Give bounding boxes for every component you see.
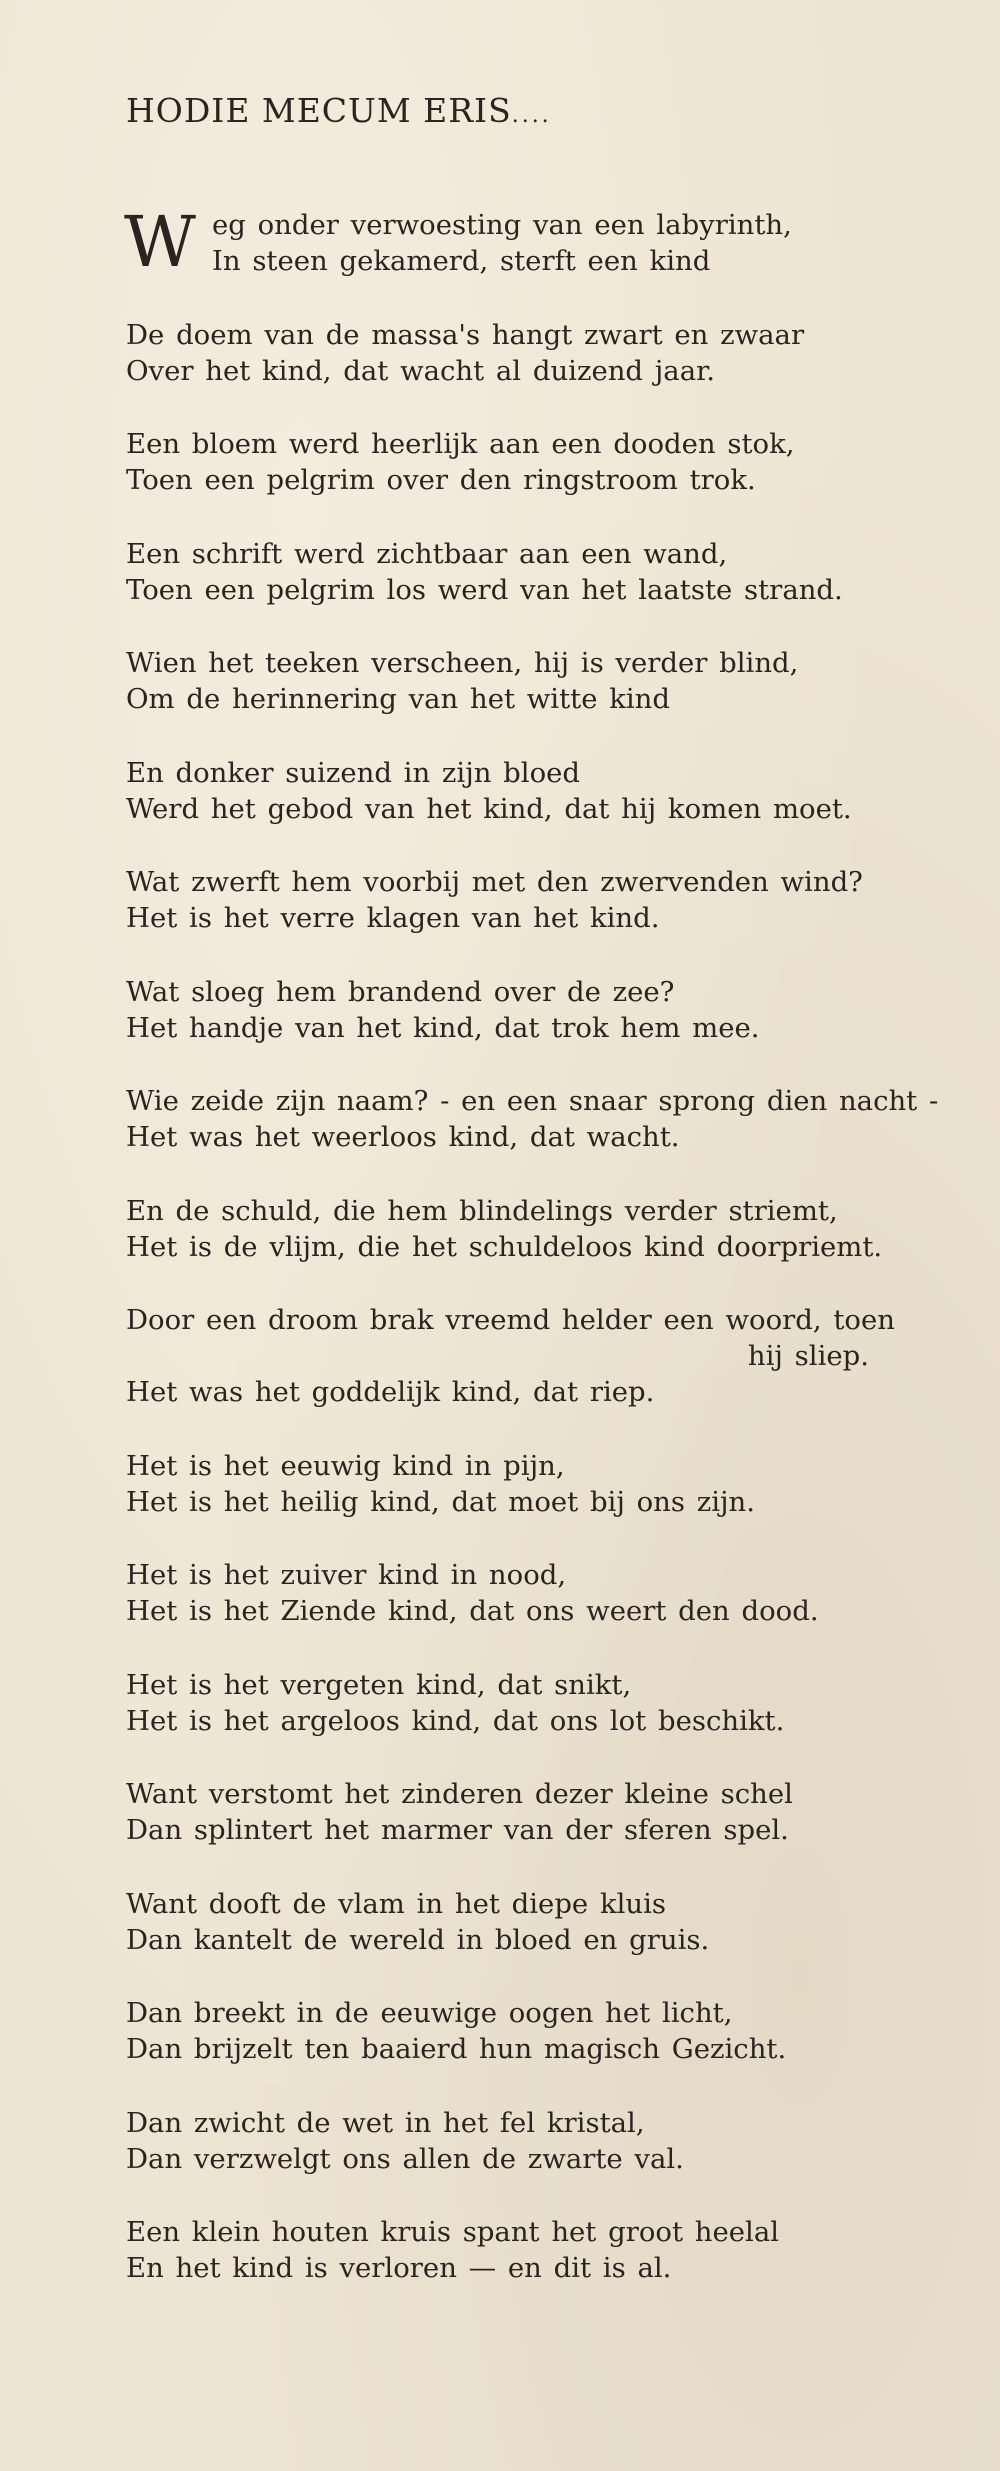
stanza: [126, 864, 886, 936]
poem-line: Dan kantelt de wereld in bloed en gruis.: [126, 1923, 710, 1956]
stanza: [126, 1448, 886, 1520]
poem-line: Dan verzwelgt ons allen de zwarte val.: [126, 2142, 684, 2175]
poem-line: Want dooft de vlam in het diepe kluis: [126, 1887, 667, 1920]
poem-line: Een bloem werd heerlijk aan een dooden stok,: [126, 428, 795, 460]
poem-line: Het is het argeloos kind, dat ons lot beschikt.: [126, 1704, 785, 1737]
stanza: [126, 426, 886, 498]
poem-line: Dan brijzelt ten baaierd hun magisch Gezicht.: [126, 2033, 787, 2065]
poem-title: [126, 86, 1000, 141]
stanza: [126, 1776, 886, 1848]
poem-line: Het is het verre klagen van het kind.: [126, 902, 660, 934]
poem-line: Wien het teeken verscheen, hij is verder blind,: [126, 647, 799, 679]
poem-line: In steen gekamerd, sterft een kind: [212, 245, 711, 277]
stanza: [126, 2105, 886, 2177]
poem-line: eg onder verwoesting van een labyrinth,: [212, 209, 792, 241]
poem-line: Werd het gebod van het kind, dat hij komen moet.: [126, 792, 852, 825]
poem-line: Toen een pelgrim los werd van het laatste strand.: [126, 573, 843, 606]
stanza: [126, 1302, 895, 1410]
poem-line: En het kind is verloren — en dit is al.: [126, 2252, 672, 2284]
poem-line: Wat sloeg hem brandend over de zee?: [126, 975, 675, 1008]
poem-line: Het is het heilig kind, dat moet bij ons zijn.: [126, 1485, 755, 1518]
poem-line: Dan breekt in de eeuwige oogen het licht,: [126, 1997, 733, 2029]
poem-line: Het was het goddelijk kind, dat riep.: [126, 1376, 655, 1408]
poem-line: Dan splintert het marmer van der sferen spel.: [126, 1814, 789, 1846]
poem-line: Het is het Ziende kind, dat ons weert den dood.: [126, 1595, 819, 1627]
poem-line: Over het kind, dat wacht al duizend jaar.: [126, 354, 715, 387]
stanza: [126, 1667, 886, 1739]
stanza: [126, 645, 886, 717]
poem-line: Het handje van het kind, dat trok hem mee.: [126, 1011, 760, 1044]
poem-line: Wie zeide zijn naam? - en een snaar sprong dien nacht -: [126, 1085, 939, 1117]
poem-line: De doem van de massa's hangt zwart en zwaar: [126, 318, 805, 351]
poem-line: Het was het weerloos kind, dat wacht.: [126, 1121, 680, 1153]
stanza: [126, 1886, 886, 1958]
poem-title-text: HODIE MECUM ERIS: [126, 91, 512, 130]
stanza: [126, 974, 886, 1046]
poem-line: Toen een pelgrim over den ringstroom trok.: [126, 464, 756, 496]
poem-line: En donker suizend in zijn bloed: [126, 756, 581, 789]
poem-line: En de schuld, die hem blindelings verder striemt,: [126, 1194, 838, 1227]
stanza: [126, 1083, 939, 1155]
poem-line: Door een droom brak vreemd helder een woord, toen: [126, 1304, 895, 1336]
stanza: [126, 1995, 886, 2067]
poem-line: Het is het zuiver kind in nood,: [126, 1559, 567, 1591]
poem-line: Dan zwicht de wet in het fel kristal,: [126, 2106, 645, 2139]
stanza: [126, 2214, 886, 2286]
stanza: [126, 317, 886, 389]
poem-line: Want verstomt het zinderen dezer kleine schel: [126, 1778, 793, 1810]
poem-line: Wat zwerft hem voorbij met den zwervenden wind?: [126, 866, 863, 898]
stanza: [126, 1557, 886, 1629]
poem-line: Een schrift werd zichtbaar aan een wand,: [126, 537, 728, 570]
stanza: [126, 1193, 886, 1265]
poem-line: Een klein houten kruis spant het groot heelal: [126, 2216, 780, 2248]
poem-line-continuation: hij sliep.: [747, 1340, 869, 1372]
poem-line: Het is het eeuwig kind in pijn,: [126, 1449, 565, 1482]
stanza: [126, 755, 886, 827]
stanza: [124, 201, 886, 283]
poem-title-dots: ....: [511, 103, 552, 128]
poem-line: Het is de vlijm, die het schuldeloos kind doorpriemt.: [126, 1230, 883, 1263]
drop-cap: W: [124, 201, 196, 283]
poem-line: Om de herinnering van het witte kind: [126, 683, 670, 715]
stanza: [126, 536, 886, 608]
poem-body: [124, 201, 939, 2286]
poem-line: Het is het vergeten kind, dat snikt,: [126, 1668, 632, 1701]
